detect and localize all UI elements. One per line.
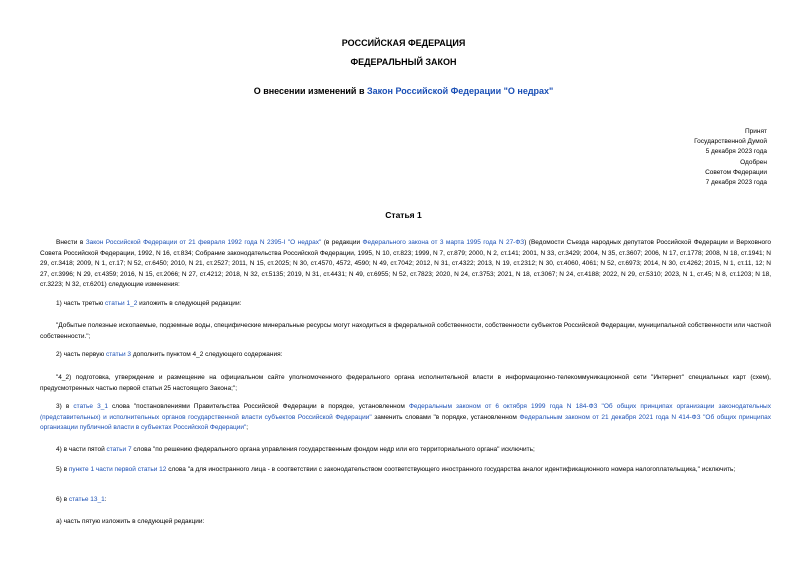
adoption-date: 7 декабря 2023 года: [705, 179, 767, 187]
article-link[interactable]: статьи 3: [106, 351, 132, 358]
text: дополнить пунктом 4_2 следующего содержания:: [131, 351, 283, 358]
item-6a: а) часть пятую изложить в следующей редакции:: [56, 518, 205, 525]
text: ;: [246, 424, 249, 431]
adoption-line: Государственной Думой: [694, 138, 767, 146]
text: (в редакции: [321, 239, 363, 246]
article-link[interactable]: статьи 1_2: [105, 300, 138, 307]
item-3: [40, 402, 771, 434]
text: :: [104, 496, 107, 503]
intro-paragraph: [40, 238, 771, 291]
article-link[interactable]: статьи 7: [106, 446, 132, 453]
text: слова "а для иностранного лица - в соответствии с законодательством соответствующего иностранного государства аналог идентификационного номера налогоплательщика," исключить;: [166, 466, 736, 473]
country-heading: РОССИЙСКАЯ ФЕДЕРАЦИЯ: [341, 38, 466, 48]
text: 5) в: [56, 466, 69, 473]
article-title: Статья 1: [385, 210, 422, 220]
law-title-prefix: О внесении изменений в: [253, 86, 367, 96]
text: 2) часть первую: [56, 351, 106, 358]
law-link[interactable]: Закон Российской Федерации от 21 февраля 1992 года N 2395-I "О недрах": [85, 239, 322, 246]
text: Внести в: [56, 239, 86, 246]
text: изложить в следующей редакции:: [137, 300, 242, 307]
law-title-link[interactable]: Закон Российской Федерации "О недрах": [366, 86, 554, 96]
text: слова "по решению федерального органа управления государственным фондом недр или его территориального органа" исключить;: [131, 446, 535, 453]
article-link[interactable]: статье 3_1: [73, 403, 108, 410]
federal-law-link[interactable]: Федеральным законом от 6 октября 1999 года N 184-ФЗ "Об общих принципах организации законодательных (представительных) и исполнительных органов государственной власти субъектов Российской Федерации": [40, 403, 771, 421]
item-2: [40, 350, 771, 361]
adoption-line: Одобрен: [740, 158, 767, 166]
item-6: [40, 495, 771, 506]
text: ) (Ведомости Съезда народных депутатов Российской Федерации и Верховного Совета Российской Федерации, 1992, N 16, ст.834; Собрание законодательства Российской Федерации, 1995, N 10, ст.823; 1999, N 7, ст.879; 2000, N 2, ст.141; 2001, N 33, ст.3429; 2004, N 35, ст.3607; 2006, N 17, ст.1778; 2008, N 18, ст.1941; N 29, ст.3418; 2009, N 1, ст.17; N 52, ст.6450; 2010, N 21, ст.2527; 2011, N 15, ст.2025; N 30, ст.4570, 4572, 4590; N 49, ст.7042; 2012, N 31, ст.4322; 2013, N 19, ст.2312; N 30, ст.4060, 4061; N 52, ст.6973; 2014, N 30, ст.4262; 2015, N 1, ст.11, 12; N 27, ст.3996; N 29, ст.4359; 2016, N 15, ст.2066; N 27, ст.4212; 2018, N 32, ст.5135; 2019, N 31, ст.4431; N 49, ст.6955; N 52, ст.7823; 2020, N 24, ст.3753; 2021, N 18, ст.3067; N 24, ст.4188; 2022, N 29, ст.5310; 2023, N 1, ст.45; N 8, ст.1203; N 18, ст.3223; N 32, ст.6201) следующие изменения:: [40, 239, 772, 288]
adoption-date: 5 декабря 2023 года: [705, 148, 767, 156]
item-4: [40, 445, 771, 456]
adoption-block: [694, 127, 767, 188]
text: 6) в: [56, 496, 69, 503]
law-type-heading: ФЕДЕРАЛЬНЫЙ ЗАКОН: [350, 57, 457, 67]
text: слова "постановлениями Правительства Российской Федерации в порядке, установленном: [107, 403, 409, 410]
law-title: [0, 86, 807, 96]
article-link[interactable]: пункте 1 части первой статьи 12: [68, 466, 167, 473]
text: 1) часть третью: [56, 300, 106, 307]
adoption-line: Советом Федерации: [705, 168, 767, 176]
article-link[interactable]: статье 13_1: [68, 496, 105, 503]
quote-1: "Добытые полезные ископаемые, подземные воды, специфические минеральные ресурсы могут находиться в федеральной собственности, собственности субъектов Российской Федерации, муниципальной собственности или частной собственности.";: [40, 322, 771, 340]
item-1: [40, 299, 771, 310]
text: 4) в части пятой: [56, 446, 107, 453]
federal-law-link[interactable]: Федеральным законом от 21 декабря 2021 года N 414-ФЗ "Об общих принципах организации публичной власти в субъектах Российской Федерации": [40, 413, 771, 431]
adoption-line: Принят: [744, 128, 767, 135]
text: 3) в: [56, 403, 74, 410]
item-5: [40, 465, 771, 476]
quote-2: "4_2) подготовка, утверждение и размещение на официальном сайте уполномоченного федерального органа исполнительной власти в информационно-телекоммуникационной сети "Интернет" специальных карт (схем), предусмотренных частью первой статьи 25 настоящего Закона;";: [40, 374, 771, 392]
amendment-law-link[interactable]: Федерального закона от 3 марта 1995 года N 27-ФЗ: [362, 239, 525, 246]
text: заменить словами "в порядке, установленном: [371, 413, 520, 421]
